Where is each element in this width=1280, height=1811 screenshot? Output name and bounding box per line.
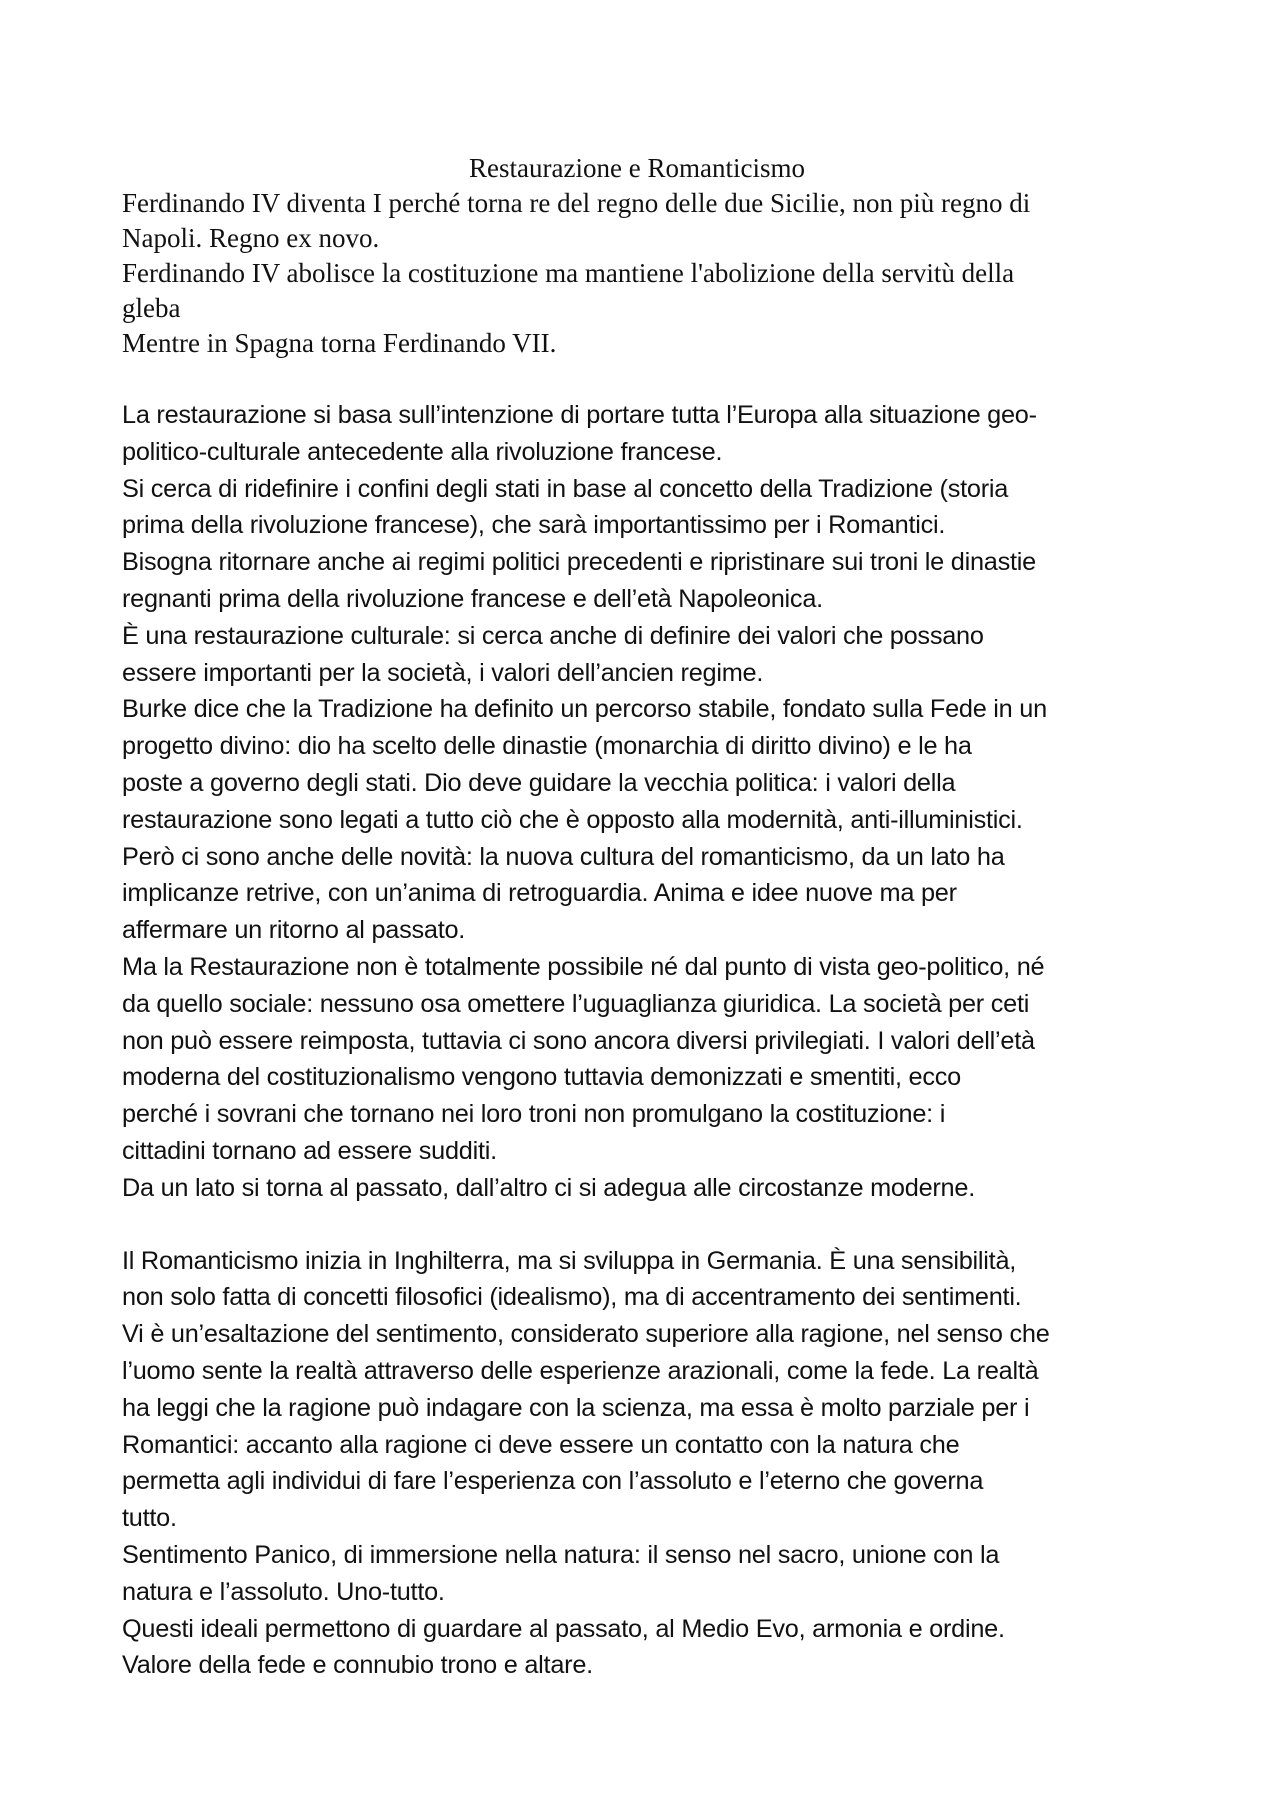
text-line: tutto. [122, 1504, 177, 1533]
text-line: politico-culturale antecedente alla rivoluzione francese. [122, 437, 723, 466]
text-line: progetto divino: dio ha scelto delle dinastie (monarchia di diritto divino) e le ha [122, 732, 972, 761]
text-line: prima della rivoluzione francese), che sarà importantissimo per i Romantici. [122, 511, 946, 540]
text-line: ha leggi che la ragione può indagare con la scienza, ma essa è molto parziale per i [122, 1393, 1030, 1422]
text-line: La restaurazione si basa sull’intenzione di portare tutta l’Europa alla situazione geo- [122, 401, 1037, 429]
text-line: Bisogna ritornare anche ai regimi politici precedenti e ripristinare sui troni le dinastie [122, 548, 1036, 577]
text-line: Il Romanticismo inizia in Inghilterra, ma si sviluppa in Germania. È una sensibilità, [122, 1246, 1017, 1275]
text-line: Romantici: accanto alla ragione ci deve essere un contatto con la natura che [122, 1430, 960, 1459]
text-line: non può essere reimposta, tuttavia ci sono ancora diversi privilegiati. I valori dell’età [122, 1026, 1035, 1055]
text-line: Da un lato si torna al passato, dall’altro ci si adegua alle circostanze moderne. [122, 1173, 975, 1202]
text-line: È una restaurazione culturale: si cerca anche di definire dei valori che possano [122, 621, 984, 650]
text-line: natura e l’assoluto. Uno-tutto. [122, 1577, 445, 1606]
text-line: Però ci sono anche delle novità: la nuova cultura del romanticismo, da un lato ha [122, 842, 1005, 871]
document-title: Restaurazione e Romanticismo [469, 153, 805, 183]
paragraph-gap [122, 361, 1182, 397]
text-line: restaurazione sono legati a tutto ciò che è opposto alla modernità, anti-illuministici. [122, 805, 1023, 834]
text-line: non solo fatta di concetti filosofici (idealismo), ma di accentramento dei sentimenti. [122, 1283, 1022, 1312]
text-line: permetta agli individui di fare l’esperienza con l’assoluto e l’eterno che governa [122, 1467, 984, 1496]
text-line: Ma la Restaurazione non è totalmente possibile né dal punto di vista geo-politico, né [122, 952, 1045, 981]
paragraph-gap [122, 1207, 1182, 1243]
text-line: Valore della fede e connubio trono e altare. [122, 1651, 593, 1680]
text-line: Napoli. Regno ex novo. [122, 223, 380, 253]
text-line: Si cerca di ridefinire i confini degli stati in base al concetto della Tradizione (storia [122, 474, 1009, 503]
text-line: Ferdinando IV abolisce la costituzione ma mantiene l'abolizione della servitù della [122, 258, 1015, 288]
text-line: Ferdinando IV diventa I perché torna re del regno delle due Sicilie, non più regno di [122, 188, 1031, 218]
text-line: da quello sociale: nessuno osa omettere l’uguaglianza giuridica. La società per ceti [122, 989, 1030, 1018]
text-line: implicanze retrive, con un’anima di retroguardia. Anima e idee nuove ma per [122, 879, 957, 908]
text-line: poste a governo degli stati. Dio deve guidare la vecchia politica: i valori della [122, 768, 956, 797]
text-line: affermare un ritorno al passato. [122, 916, 466, 945]
text-line: l’uomo sente la realtà attraverso delle esperienze arazionali, come la fede. La realtà [122, 1356, 1039, 1385]
text-line: perché i sovrani che tornano nei loro troni non promulgano la costituzione: i [122, 1100, 946, 1129]
text-line: gleba [122, 293, 181, 323]
romanticismo-section [122, 1243, 1182, 1685]
text-line: Sentimento Panico, di immersione nella natura: il senso nel sacro, unione con la [122, 1540, 1000, 1569]
document-page [122, 150, 1182, 1684]
restaurazione-section [122, 397, 1182, 1207]
text-line: Questi ideali permettono di guardare al passato, al Medio Evo, armonia e ordine. [122, 1614, 1005, 1643]
text-line: essere importanti per la società, i valori dell’ancien regime. [122, 658, 764, 687]
text-line: cittadini tornano ad essere sudditi. [122, 1136, 497, 1165]
text-line: moderna del costituzionalismo vengono tuttavia demonizzati e smentiti, ecco [122, 1063, 961, 1092]
text-line: Vi è un’esaltazione del sentimento, considerato superiore alla ragione, nel senso che [122, 1320, 1050, 1349]
intro-paragraph [122, 186, 1182, 361]
text-line: regnanti prima della rivoluzione francese e dell’età Napoleonica. [122, 584, 823, 613]
text-line: Burke dice che la Tradizione ha definito un percorso stabile, fondato sulla Fede in un [122, 695, 1047, 724]
text-line: Mentre in Spagna torna Ferdinando VII. [122, 328, 557, 358]
